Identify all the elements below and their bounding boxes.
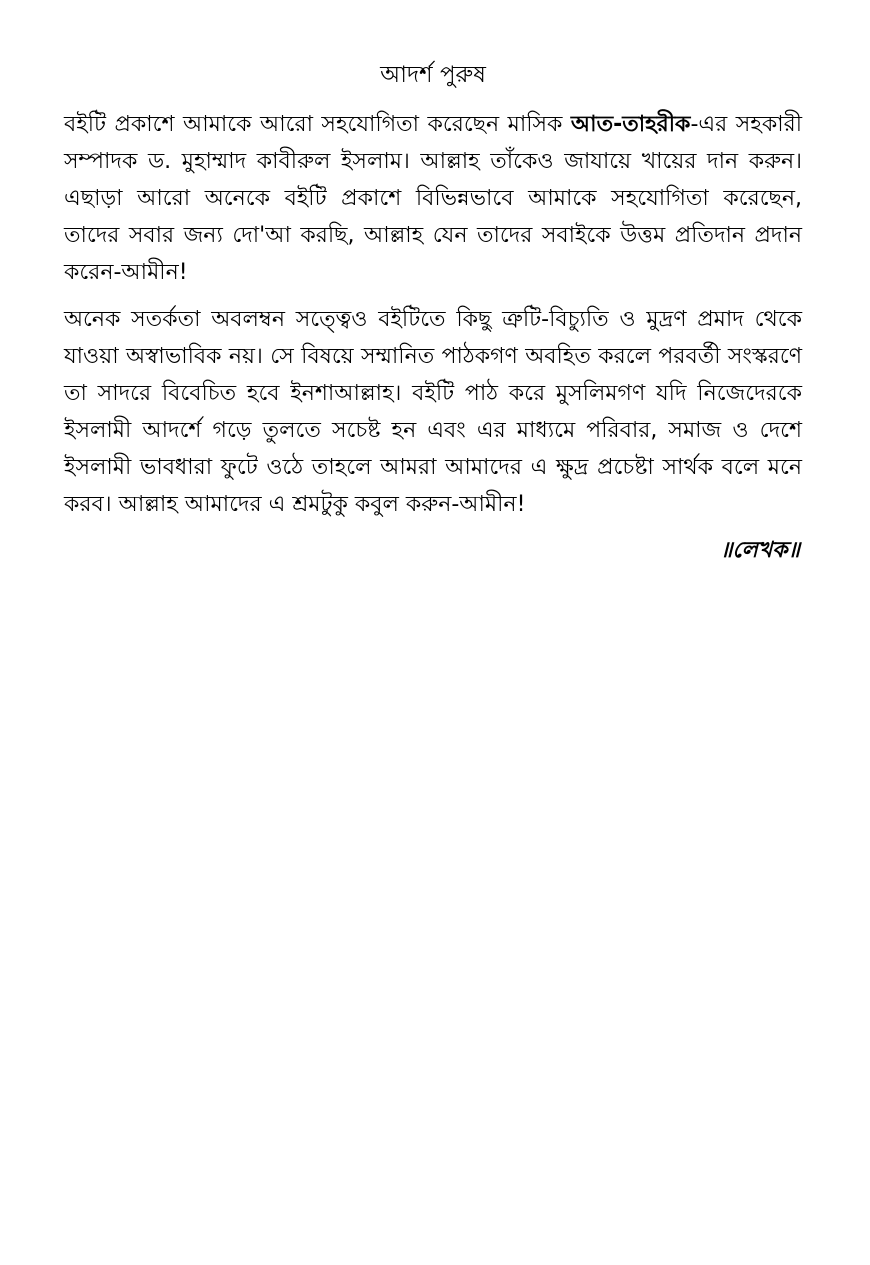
paragraph-acknowledgement [64, 106, 802, 291]
magazine-name: আত-তাহরীক [570, 112, 691, 137]
author-signature: ॥লেখক॥ [719, 538, 800, 563]
paragraph-1-part-1: বইটি প্রকাশে আমাকে আরো সহযোগিতা করেছেন মাসিক [64, 112, 571, 137]
running-header: আদর্শ পুরুষ [380, 62, 486, 88]
paragraph-1-part-2: -এর সহকারী সম্পাদক ড. মুহাম্মাদ কাবীরুল ইসলাম। আল্লাহ তাঁকেও জাযায়ে খায়ের দান করুন। এছাড়া আরো অনেকে বইটি প্রকাশে বিভিন্নভাবে আমাকে সহযোগিতা করেছেন, তাদের সবার জন্য দো'আ করছি, আল্লাহ যেন তাদের সবাইকে উত্তম প্রতিদান প্রদান করেন-আমীন! [64, 112, 802, 285]
paragraph-errata-note: অনেক সতর্কতা অবলম্বন সত্ত্বেও বইটিতে কিছু ত্রুটি-বিচ্যুতি ও মুদ্রণ প্রমাদ থেকে যাওয়া অস্বাভাবিক নয়। সে বিষয়ে সম্মানিত পাঠকগণ অবহিত করলে পরবর্তী সংস্করণে তা সাদরে বিবেচিত হবে ইনশাআল্লাহ। বইটি পাঠ করে মুসলিমগণ যদি নিজেদেরকে ইসলামী আদর্শে গড়ে তুলতে সচেষ্ট হন এবং এর মাধ্যমে পরিবার, সমাজ ও দেশে ইসলামী ভাবধারা ফুটে ওঠে তাহলে আমরা আমাদের এ ক্ষুদ্র প্রচেষ্টা সার্থক বলে মনে করব। আল্লাহ আমাদের এ শ্রমটুকু কবুল করুন-আমীন! [64, 307, 802, 517]
